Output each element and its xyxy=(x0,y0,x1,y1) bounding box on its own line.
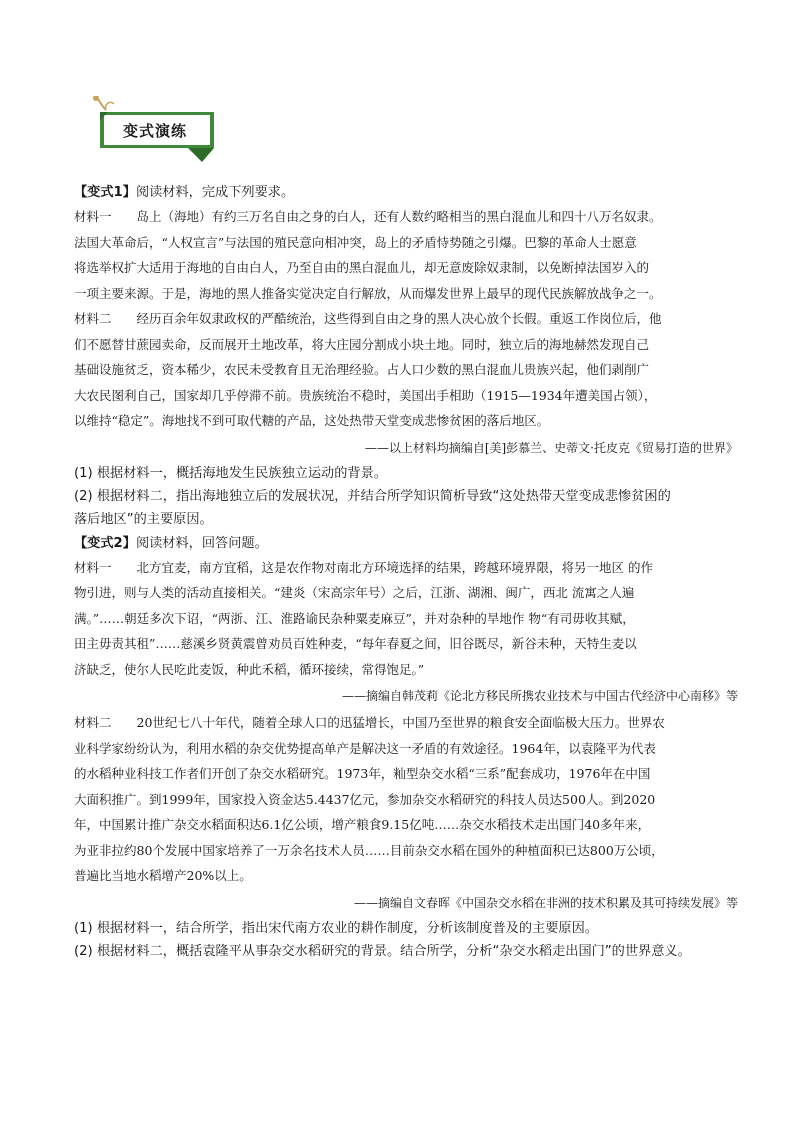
material-line: 田主毋责其租”……慈溪乡贤黄震曾劝员百姓种麦，“每年春夏之间，旧谷既尽，新谷未种，天特生麦以 xyxy=(74,636,637,651)
document-body xyxy=(74,182,738,963)
material-line: 满。”……朝廷多次下诏，“两浙、江、淮路谕民杂种粟麦麻豆”，并对杂种的旱地作 物“有司毋收其赋， xyxy=(74,610,635,626)
material-line: 以维持“稳定”。海地找不到可取代糖的产品，这处热带天堂变成悲惨贫困的落后地区。 xyxy=(74,413,550,428)
material-line: 济缺乏，使尔人民吃此麦饭，种此禾稻，循环接续，常得饱足。” xyxy=(74,661,425,677)
material-line: 大农民图利自己，国家却几乎停滞不前。贵族统治不稳时，美国出手相助（1915—1934年遭美国占领）， xyxy=(74,387,657,403)
material-line: 一项主要来源。于是，海地的黑人推备实觉决定自行解放，从而爆发世界上最早的现代民族解放战争之一。 xyxy=(74,285,662,301)
material-line: 材料二 20世纪七八十年代，随着全球人口的迅猛增长，中国乃至世界的粮食安全面临极大压力。世界农 xyxy=(74,715,665,730)
variant2-tag: 【变式2】 xyxy=(74,535,136,551)
material-line: 普遍比当地水稻增产20%以上。 xyxy=(74,868,252,883)
variant1-material1 xyxy=(74,204,738,306)
variant2-source-2: ——摘编自文春晖《中国杂交水稻在非洲的技术积累及其可持续发展》等 xyxy=(353,895,738,910)
material-line: 法国大革命后，“人权宣言”与法国的殖民意向相冲突，岛上的矛盾恃势随之引爆。巴黎的革命人士愿意 xyxy=(74,234,637,250)
variant1-question-2: (2) 根据材料二，指出海地独立后的发展状况，并结合所学知识简析导致“这处热带天堂变成悲惨贫困的 xyxy=(74,488,671,504)
variant2-question-1: (1) 根据材料一，结合所学，指出宋代南方农业的耕作制度，分析该制度普及的主要原因。 xyxy=(74,920,598,936)
variant2-question-2: (2) 根据材料二，概括袁隆平从事杂交水稻研究的背景。结合所学，分析“杂交水稻走出国门”的世界意义。 xyxy=(74,943,691,959)
variant2-heading xyxy=(74,533,738,555)
variant2-source-1: ——摘编自韩茂莉《论北方移民所携农业技术与中国古代经济中心南移》等 xyxy=(341,689,738,703)
section-banner xyxy=(88,96,226,166)
material-line: 基础设施贫乏，资本稀少，农民未受教育且无治理经验。占人口少数的黑白混血儿贵族兴起，他们剥削广 xyxy=(74,362,650,377)
material-line: 将选举权扩大适用于海地的自由白人，乃至自由的黑白混血儿，却无意废除奴隶制，以免断掉法国岁入的 xyxy=(74,260,650,275)
variant1-instruction: 阅读材料，完成下列要求。 xyxy=(135,185,295,200)
material-line: 材料一 岛上（海地）有约三万名自由之身的白人，还有人数约略相当的黑白混血儿和四十八万名奴隶。 xyxy=(74,209,662,224)
variant1-question-2-cont: 落后地区”的主要原因。 xyxy=(74,511,213,527)
variant2-material2 xyxy=(74,710,738,889)
material-line: 材料二 经历百余年奴隶政权的严酷统治，这些得到自由之身的黑人决心放个长假。重返工作岗位后，他 xyxy=(74,311,662,326)
variant1-question-1: (1) 根据材料一，概括海地发生民族独立运动的背景。 xyxy=(74,465,387,481)
variant1-source: ——以上材料均摘编自[美]彭慕兰、史蒂文·托皮克《贸易打造的世界》 xyxy=(364,440,738,455)
banner-title: 变式演练 xyxy=(122,122,187,140)
material-line: 材料一 北方宜麦，南方宜稻，这是农作物对南北方环境选择的结果，跨越环境界限，将另一地区 的作 xyxy=(74,559,653,575)
variant1-heading xyxy=(74,182,738,204)
material-line: 业科学家纷纷认为，利用水稻的杂交优势提高单产是解决这一矛盾的有效途径。1964年，以袁隆平为代表 xyxy=(74,740,656,756)
material-line: 物引进，则与人类的活动直接相关。“建炎（宋高宗年号）之后，江浙、湖湘、闽广，西北 流寓之人遍 xyxy=(74,585,635,600)
material-line: 们不愿替甘蔗园卖命，反而展开土地改革，将大庄园分割成小块土地。同时，独立后的海地赫然发现自己 xyxy=(74,336,650,352)
variant1-tag: 【变式1】 xyxy=(74,185,136,200)
variant1-material2 xyxy=(74,306,738,434)
material-line: 的水稻种业科技工作者们开创了杂交水稻研究。1973年，籼型杂交水稻“三系”配套成功，1976年在中国 xyxy=(74,766,651,781)
material-line: 年，中国累计推广杂交水稻面积达6.1亿公顷，增产粮食9.15亿吨……杂交水稻技术走出国门40多年来， xyxy=(74,817,651,832)
material-line: 大面积推广。到1999年，国家投入资金达5.4437亿元，参加杂交水稻研究的科技人员达500人。到2020 xyxy=(74,791,656,807)
variant2-material1 xyxy=(74,555,738,683)
variant2-instruction: 阅读材料，回答问题。 xyxy=(135,535,268,551)
material-line: 为亚非拉约80个发展中国家培养了一万余名技术人员……目前杂交水稻在国外的种植面积已达800万公顷， xyxy=(74,842,664,858)
